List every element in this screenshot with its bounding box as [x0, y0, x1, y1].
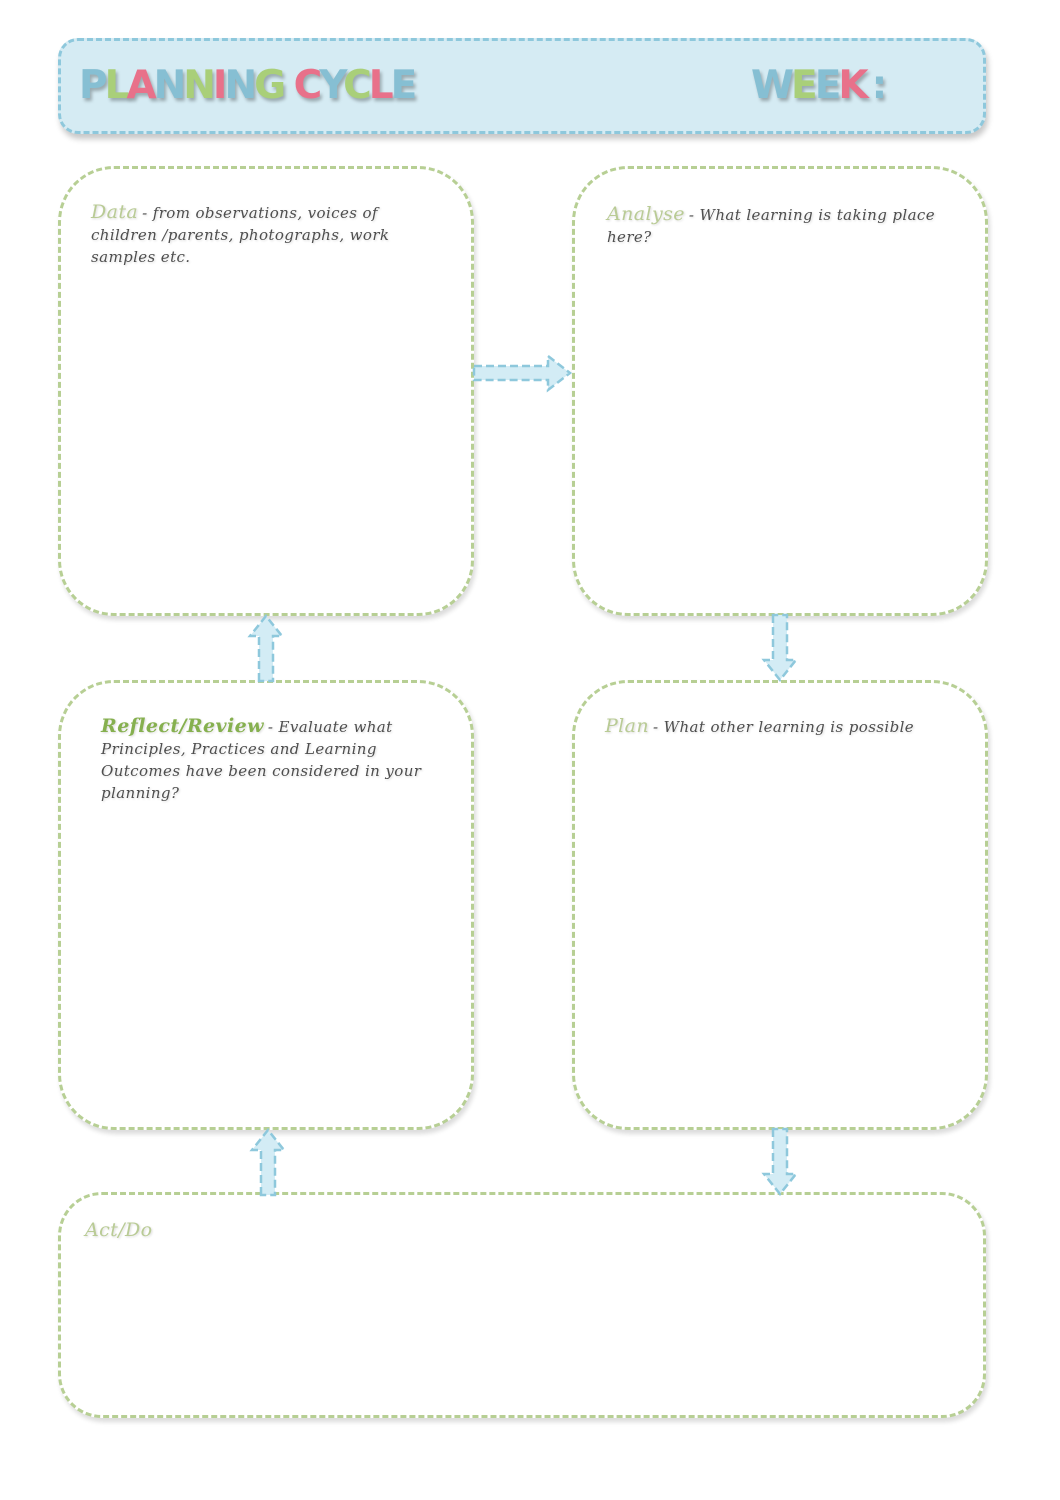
week-word	[751, 63, 866, 108]
act-do-box[interactable]	[58, 1192, 986, 1418]
data-prompt	[91, 201, 431, 268]
arrow-up-icon	[246, 612, 286, 684]
analyse-heading: Analyse	[607, 203, 685, 225]
data-description: - from observations, voices of children /parents, photographs, work samples etc.	[91, 204, 390, 266]
title-letter: P	[79, 63, 105, 108]
arrow-down-icon	[760, 612, 800, 684]
analyse-box[interactable]	[572, 166, 988, 616]
title-letter: L	[104, 63, 127, 108]
header-banner	[58, 38, 986, 134]
plan-description: - What other learning is possible	[653, 718, 915, 736]
plan-prompt	[605, 715, 975, 738]
act-do-prompt	[85, 1219, 485, 1242]
week-label	[751, 63, 887, 109]
week-colon: :	[871, 63, 888, 108]
page-title	[79, 63, 414, 109]
title-letter: N	[153, 63, 184, 108]
title-letter: G	[254, 63, 284, 108]
analyse-description: - What learning is taking place here?	[607, 206, 936, 246]
arrow-up-icon	[248, 1126, 288, 1198]
plan-heading: Plan	[605, 715, 650, 737]
title-letter: N	[183, 63, 213, 108]
title-letter: I	[212, 63, 225, 108]
data-box[interactable]	[58, 166, 474, 616]
reflect-review-prompt	[101, 715, 431, 804]
title-letter	[283, 63, 294, 108]
title-letter: E	[390, 63, 415, 108]
plan-box[interactable]	[572, 680, 988, 1130]
title-letter: E	[814, 63, 839, 108]
title-letter: E	[791, 63, 815, 108]
title-letter: Y	[319, 63, 344, 108]
analyse-prompt	[607, 203, 967, 248]
reflect-review-heading: Reflect/Review	[101, 715, 264, 737]
title-letter: C	[293, 63, 320, 108]
title-letter: W	[751, 63, 792, 108]
title-letter: C	[343, 63, 369, 108]
title-letter: A	[126, 63, 154, 108]
title-letter: N	[224, 63, 255, 108]
act-do-heading: Act/Do	[85, 1219, 153, 1241]
title-letter: L	[368, 63, 391, 108]
reflect-review-description: - Evaluate what Principles, Practices and Learning Outcomes have been considered in your planning?	[101, 718, 422, 802]
reflect-review-box[interactable]	[58, 680, 474, 1130]
arrow-right-icon	[470, 352, 576, 394]
title-letter: K	[838, 63, 866, 108]
data-heading: Data	[91, 201, 139, 223]
arrow-down-icon	[760, 1126, 800, 1198]
